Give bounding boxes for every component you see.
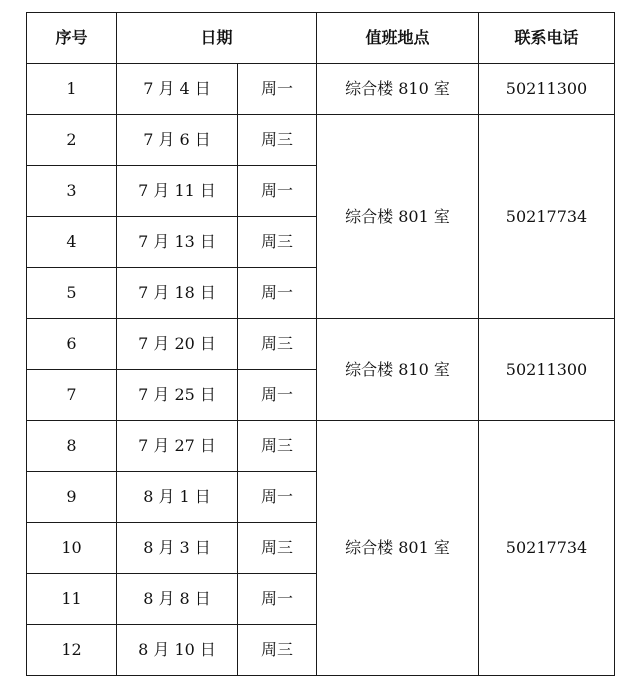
phone-cell: 50217734: [479, 421, 615, 676]
phone-cell: 50217734: [479, 115, 615, 319]
header-phone: 联系电话: [479, 13, 615, 64]
weekday-cell: 周三: [238, 421, 317, 472]
weekday-cell: 周一: [238, 166, 317, 217]
duty-schedule-table: [26, 12, 615, 676]
weekday-cell: 周一: [238, 472, 317, 523]
table-row: [27, 64, 615, 115]
seq-cell: 2: [27, 115, 117, 166]
header-location: 值班地点: [317, 13, 479, 64]
location-cell: 综合楼 801 室: [317, 115, 479, 319]
seq-cell: 9: [27, 472, 117, 523]
seq-cell: 10: [27, 523, 117, 574]
date-cell: 7 月 13 日: [117, 217, 238, 268]
weekday-cell: 周三: [238, 115, 317, 166]
seq-cell: 8: [27, 421, 117, 472]
date-cell: 7 月 20 日: [117, 319, 238, 370]
location-cell: 综合楼 801 室: [317, 421, 479, 676]
seq-cell: 11: [27, 574, 117, 625]
date-cell: 7 月 4 日: [117, 64, 238, 115]
date-cell: 8 月 10 日: [117, 625, 238, 676]
weekday-cell: 周三: [238, 319, 317, 370]
seq-cell: 1: [27, 64, 117, 115]
phone-cell: 50211300: [479, 319, 615, 421]
seq-cell: 12: [27, 625, 117, 676]
date-cell: 8 月 1 日: [117, 472, 238, 523]
seq-cell: 6: [27, 319, 117, 370]
seq-cell: 3: [27, 166, 117, 217]
weekday-cell: 周三: [238, 523, 317, 574]
date-cell: 8 月 3 日: [117, 523, 238, 574]
table-header-row: [27, 13, 615, 64]
date-cell: 8 月 8 日: [117, 574, 238, 625]
weekday-cell: 周一: [238, 574, 317, 625]
table-row: [27, 115, 615, 166]
weekday-cell: 周一: [238, 268, 317, 319]
header-seq: 序号: [27, 13, 117, 64]
weekday-cell: 周一: [238, 370, 317, 421]
location-cell: 综合楼 810 室: [317, 64, 479, 115]
weekday-cell: 周三: [238, 217, 317, 268]
date-cell: 7 月 25 日: [117, 370, 238, 421]
date-cell: 7 月 18 日: [117, 268, 238, 319]
date-cell: 7 月 27 日: [117, 421, 238, 472]
seq-cell: 4: [27, 217, 117, 268]
header-date: 日期: [117, 13, 317, 64]
table-row: [27, 319, 615, 370]
date-cell: 7 月 6 日: [117, 115, 238, 166]
date-cell: 7 月 11 日: [117, 166, 238, 217]
location-cell: 综合楼 810 室: [317, 319, 479, 421]
weekday-cell: 周一: [238, 64, 317, 115]
weekday-cell: 周三: [238, 625, 317, 676]
table-row: [27, 421, 615, 472]
seq-cell: 7: [27, 370, 117, 421]
seq-cell: 5: [27, 268, 117, 319]
phone-cell: 50211300: [479, 64, 615, 115]
